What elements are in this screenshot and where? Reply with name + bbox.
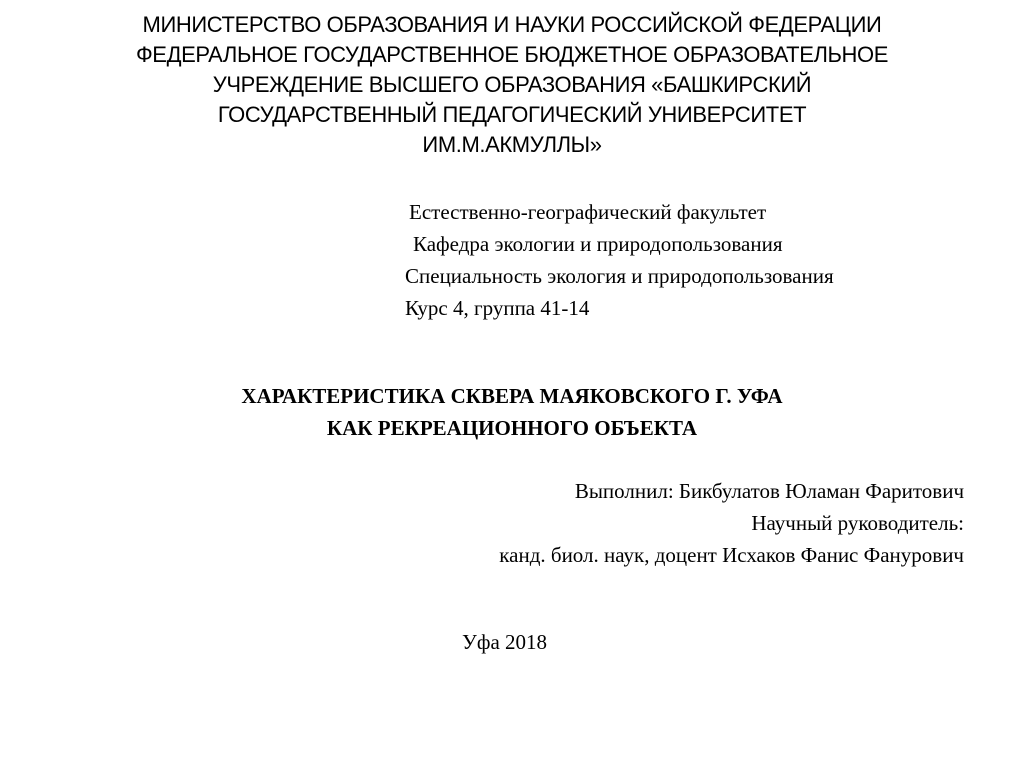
header-line: ГОСУДАРСТВЕННЫЙ ПЕДАГОГИЧЕСКИЙ УНИВЕРСИТЕТ — [217, 102, 807, 127]
course-text: Курс 4, группа 41-14 — [405, 296, 590, 320]
header-line: УЧРЕЖДЕНИЕ ВЫСШЕГО ОБРАЗОВАНИЯ «БАШКИРСКИЙ — [212, 72, 812, 97]
city-year: Уфа 2018 — [462, 630, 548, 654]
performed-by-text: Выполнил: Бикбулатов Юламан Фаритович — [574, 479, 964, 503]
ministry-header — [40, 10, 984, 160]
department-block — [405, 196, 834, 324]
specialty-text: Специальность экология и природопользования — [405, 264, 834, 288]
work-title — [60, 380, 964, 444]
header-line: ФЕДЕРАЛЬНОЕ ГОСУДАРСТВЕННОЕ БЮДЖЕТНОЕ ОБРАЗОВАТЕЛЬНОЕ — [135, 42, 889, 67]
header-line: МИНИСТЕРСТВО ОБРАЗОВАНИЯ И НАУКИ РОССИЙСКОЙ ФЕДЕРАЦИИ — [142, 12, 882, 37]
authors-block — [499, 475, 964, 571]
title-line-2: КАК РЕКРЕАЦИОННОГО ОБЪЕКТА — [326, 416, 698, 440]
chair-text: Кафедра экологии и природопользования — [413, 232, 783, 256]
supervisor-text: канд. биол. наук, доцент Исхаков Фанис Фанурович — [499, 543, 964, 567]
supervisor-label: Научный руководитель: — [751, 511, 964, 535]
header-line: ИМ.М.АКМУЛЛЫ» — [422, 132, 602, 157]
title-line-1: ХАРАКТЕРИСТИКА СКВЕРА МАЯКОВСКОГО Г. УФА — [241, 384, 783, 408]
faculty-text: Естественно-географический факультет — [409, 200, 767, 224]
